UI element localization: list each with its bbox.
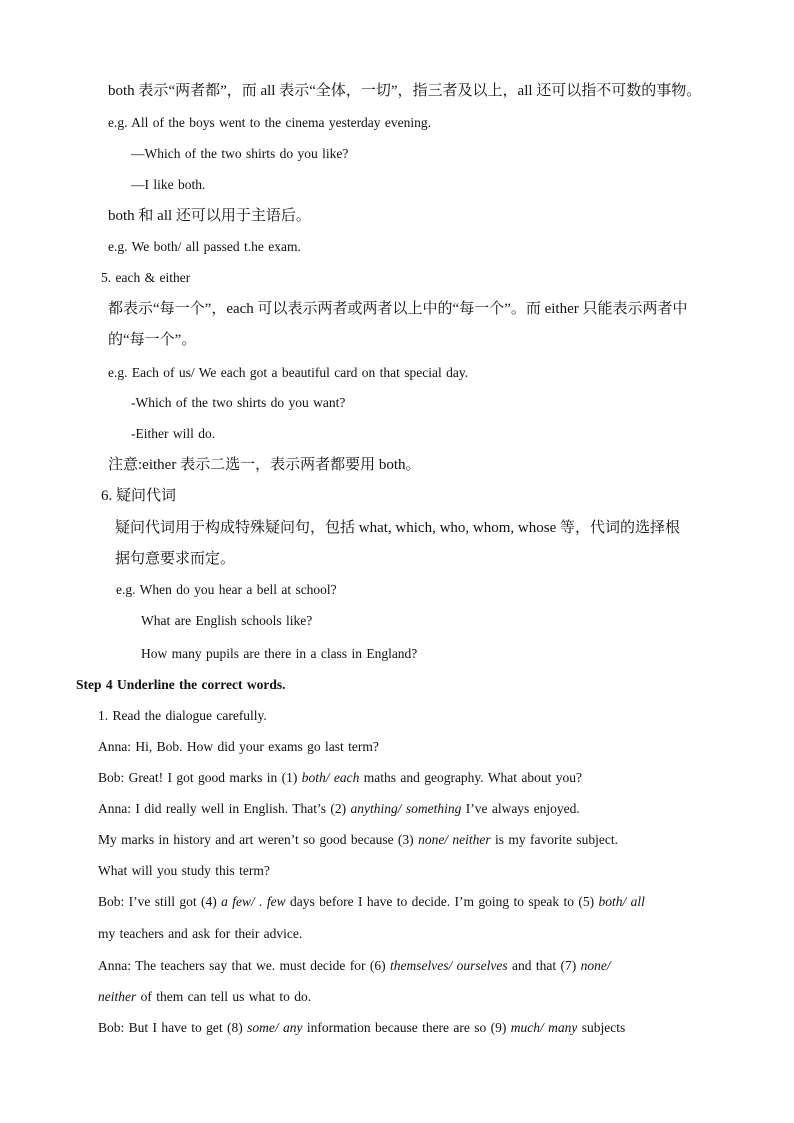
example-question: -Which of the two shirts do you want? <box>131 395 346 410</box>
dialogue-text: days before I have to decide. I’m going to speak to (5) <box>285 894 599 909</box>
section-heading-interrogative-pronouns: 6. 疑问代词 <box>101 488 177 504</box>
answer-choice-3: none/ neither <box>418 832 491 847</box>
example-answer: -Either will do. <box>131 426 216 441</box>
dialogue-text: subjects <box>577 1020 626 1035</box>
each-either-explanation: 都表示“每一个”，each 可以表示两者或两者以上中的“每一个”。而 either 只能表示两者中 <box>108 301 688 317</box>
either-note: 注意:either 表示二选一，表示两者都要用 both。 <box>108 457 421 473</box>
answer-choice-6: themselves/ ourselves <box>390 958 508 973</box>
dialogue-text: I’ve always enjoyed. <box>461 801 580 816</box>
dialogue-line <box>98 830 618 850</box>
interrogative-pronoun-explanation-cont: 据句意要求而定。 <box>115 551 236 567</box>
example-question: How many pupils are there in a class in England? <box>141 646 418 661</box>
dialogue-text: maths and geography. What about you? <box>359 770 583 785</box>
answer-choice-7-cont: neither <box>98 989 137 1004</box>
answer-choice-5: both/ all <box>598 894 645 909</box>
dialogue-text: of them can tell us what to do. <box>136 989 312 1004</box>
example-question: —Which of the two shirts do you like? <box>131 146 349 161</box>
example-question: What are English schools like? <box>141 613 313 628</box>
dialogue-line: my teachers and ask for their advice. <box>98 926 303 941</box>
answer-choice-7: none/ <box>580 958 611 973</box>
dialogue-line <box>98 987 311 1007</box>
instruction: 1. Read the dialogue carefully. <box>98 708 267 723</box>
example-sentence: e.g. Each of us/ We each got a beautiful card on that special day. <box>108 365 469 380</box>
answer-choice-9: much/ many <box>510 1020 578 1035</box>
dialogue-text: Bob: Great! I got good marks in (1) <box>98 770 302 785</box>
both-all-explanation: both 表示“两者都”，而 all 表示“全体，一切”，指三者及以上，all 还可以指不可数的事物。 <box>108 83 702 99</box>
dialogue-text: and that (7) <box>507 958 581 973</box>
dialogue-text: information because there are so (9) <box>302 1020 511 1035</box>
dialogue-line <box>98 799 580 819</box>
example-sentence: e.g. We both/ all passed t.he exam. <box>108 239 301 254</box>
section-heading-each-either: 5. each & either <box>101 270 191 285</box>
both-all-position-note: both 和 all 还可以用于主语后。 <box>108 208 311 224</box>
example-sentence: e.g. All of the boys went to the cinema yesterday evening. <box>108 115 432 130</box>
dialogue-line <box>98 1018 625 1038</box>
example-question: e.g. When do you hear a bell at school? <box>116 582 337 597</box>
dialogue-line: Anna: Hi, Bob. How did your exams go last term? <box>98 739 379 754</box>
dialogue-text: Bob: I’ve still got (4) <box>98 894 222 909</box>
answer-choice-1: both/ each <box>301 770 360 785</box>
interrogative-pronoun-explanation: 疑问代词用于构成特殊疑问句，包括 what, which, who, whom, whose 等，代词的选择根 <box>115 520 680 536</box>
answer-choice-2: anything/ something <box>350 801 462 816</box>
dialogue-line <box>98 956 611 976</box>
dialogue-line: What will you study this term? <box>98 863 270 878</box>
answer-choice-4: a few/ . few <box>221 894 286 909</box>
dialogue-line <box>98 768 582 788</box>
dialogue-text: is my favorite subject. <box>490 832 619 847</box>
answer-choice-8: some/ any <box>247 1020 303 1035</box>
dialogue-text: My marks in history and art weren’t so good because (3) <box>98 832 419 847</box>
dialogue-text: Bob: But I have to get (8) <box>98 1020 248 1035</box>
dialogue-text: Anna: The teachers say that we. must decide for (6) <box>98 958 391 973</box>
step4-heading: Step 4 Underline the correct words. <box>76 677 286 692</box>
each-either-explanation-cont: 的“每一个”。 <box>108 332 197 348</box>
dialogue-text: Anna: I did really well in English. That’s (2) <box>98 801 351 816</box>
example-answer: —I like both. <box>131 177 206 192</box>
dialogue-line <box>98 892 645 912</box>
